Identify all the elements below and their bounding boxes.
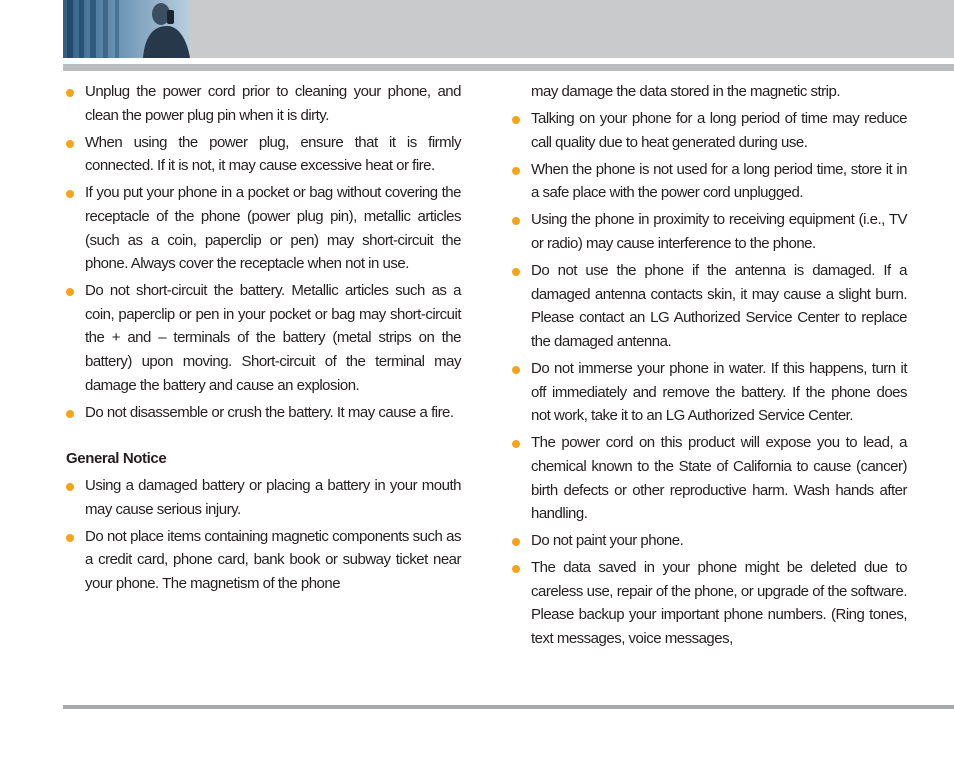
bullet-dot-icon <box>66 140 74 148</box>
footer-rule <box>63 705 954 709</box>
list-item: Do not use the phone if the antenna is damaged. If a damaged antenna contacts skin, it may cause a slight burn. Please contact an LG Authorized Service Center to replace the damaged antenna. <box>512 259 907 353</box>
bullet-dot-icon <box>66 190 74 198</box>
bullet-dot-icon <box>66 288 74 296</box>
section-heading: General Notice <box>66 450 167 468</box>
bullet-dot-icon <box>66 89 74 97</box>
bullet-dot-icon <box>512 116 520 124</box>
bullet-dot-icon <box>66 483 74 491</box>
list-item: If you put your phone in a pocket or bag without covering the receptacle of the phone (power plug pin), metallic articles (such as a coin, paperclip or pen) may short-circuit the phone. Always cover the receptacle when not in use. <box>66 181 461 275</box>
bullet-dot-icon <box>512 217 520 225</box>
bullet-dot-icon <box>512 440 520 448</box>
list-item: Do not disassemble or crush the battery. It may cause a fire. <box>66 401 461 425</box>
list-item: The power cord on this product will expose you to lead, a chemical known to the State of California to cause (cancer) birth defects or other reproductive harm. Wash hands after handling. <box>512 431 907 525</box>
header-rule <box>63 64 954 71</box>
list-item: When the phone is not used for a long period time, store it in a safe place with the power cord unplugged. <box>512 158 907 205</box>
bullet-dot-icon <box>66 534 74 542</box>
list-item: Do not short-circuit the battery. Metallic articles such as a coin, paperclip or pen in your pocket or bag may short-circuit the + and – terminals of the battery (metal strips on the battery) upon moving. Short-circuit of the terminal may damage the battery and cause an explosion. <box>66 279 461 397</box>
list-item: Do not paint your phone. <box>512 529 907 553</box>
list-item: Do not immerse your phone in water. If this happens, turn it off immediately and remove the battery. If the phone does not work, take it to an LG Authorized Service Center. <box>512 357 907 428</box>
list-item: Using a damaged battery or placing a battery in your mouth may cause serious injury. <box>66 474 461 521</box>
right-column <box>512 80 907 654</box>
list-item: Using the phone in proximity to receiving equipment (i.e., TV or radio) may cause interference to the phone. <box>512 208 907 255</box>
list-item: Talking on your phone for a long period of time may reduce call quality due to heat generated during use. <box>512 107 907 154</box>
bullet-dot-icon <box>512 167 520 175</box>
list-item: Do not place items containing magnetic components such as a credit card, phone card, bank book or subway ticket near your phone. The magnetism of the phone <box>66 525 461 596</box>
list-item: Unplug the power cord prior to cleaning your phone, and clean the power plug pin when it is dirty. <box>66 80 461 127</box>
bullet-dot-icon <box>512 268 520 276</box>
bullet-list-right <box>512 107 907 651</box>
header-image <box>63 0 190 58</box>
left-column <box>66 80 461 599</box>
list-item: The data saved in your phone might be deleted due to careless use, repair of the phone, or upgrade of the software. Please backup your important phone numbers. (Ring tones, text messages, voice messages, <box>512 556 907 650</box>
bullet-list-bottom <box>66 474 461 595</box>
list-item: When using the power plug, ensure that it is firmly connected. If it is not, it may cause excessive heat or fire. <box>66 131 461 178</box>
header-band <box>63 0 954 58</box>
bullet-dot-icon <box>66 410 74 418</box>
continued-paragraph: may damage the data stored in the magnetic strip. <box>531 83 841 100</box>
photo-of-person-with-phone-icon <box>63 0 190 58</box>
bullet-dot-icon <box>512 538 520 546</box>
bullet-dot-icon <box>512 366 520 374</box>
bullet-list-top <box>66 80 461 424</box>
bullet-dot-icon <box>512 565 520 573</box>
